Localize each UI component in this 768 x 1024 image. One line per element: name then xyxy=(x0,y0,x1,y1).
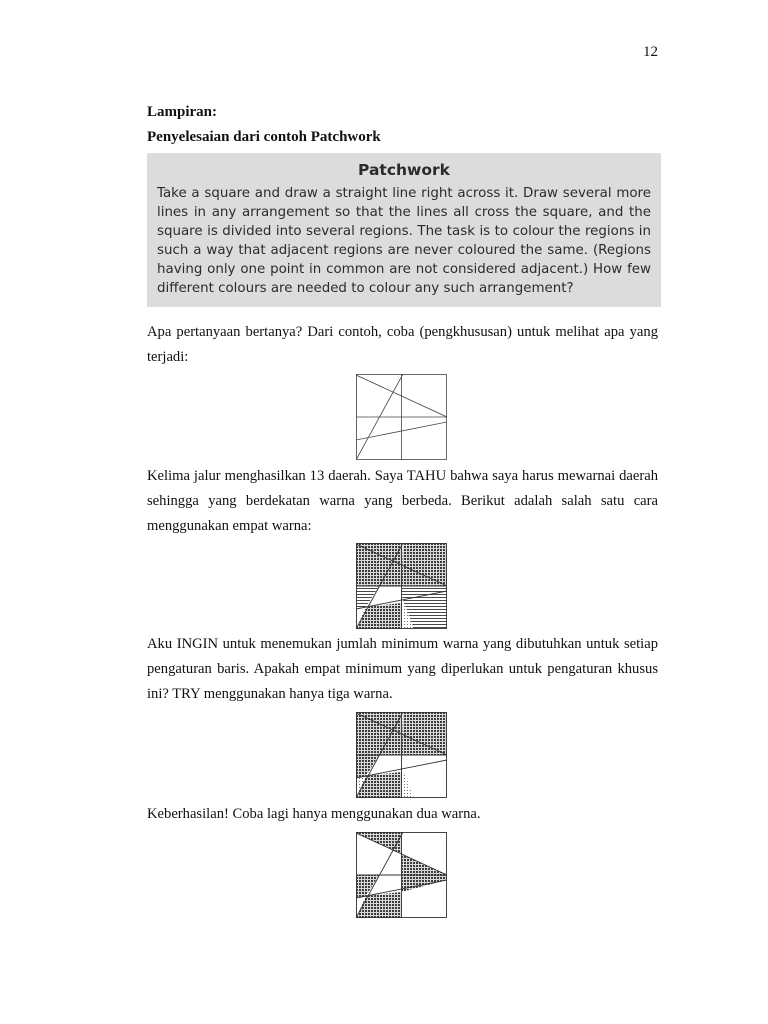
page-number: 12 xyxy=(643,44,658,60)
three-colour-pattern-icon xyxy=(356,712,447,798)
paragraph-two-colours: Keberhasilan! Coba lagi hanya menggunakan dua warna. xyxy=(147,806,481,822)
line-arrangement-figure xyxy=(356,374,447,460)
paragraph-question: Apa pertanyaan bertanya? Dari contoh, coba (pengkhususan) untuk melihat apa yang terjadi: xyxy=(147,324,658,365)
patchwork-problem-box xyxy=(147,153,661,307)
three-colour-figure xyxy=(356,712,447,798)
paragraph-three-colours: Aku INGIN untuk menemukan jumlah minimum warna yang dibutuhkan untuk setiap pengaturan baris. Apakah empat minimum yang diperlukan untuk pengaturan khusus ini? TRY menggunakan hanya tiga warna. xyxy=(147,636,658,702)
problem-title: Patchwork xyxy=(358,161,450,179)
four-colour-pattern-icon xyxy=(356,543,447,629)
problem-text: Take a square and draw a straight line right across it. Draw several more lines in any arrangement so that the lines all cross the square, and the square is divided into several regions. The task is to colour the regions in such a way that adjacent regions are never coloured the same. (Regions having only one point in common are not considered adjacent.) How few different colours are needed to colour any such arrangement? xyxy=(157,186,651,297)
paragraph-four-colours: Kelima jalur menghasilkan 13 daerah. Saya TAHU bahwa saya harus mewarnai daerah sehingga yang berdekatan warna yang berbeda. Berikut adalah salah satu cara menggunakan empat warna: xyxy=(147,468,658,534)
appendix-heading: Lampiran: xyxy=(147,104,218,120)
four-colour-figure xyxy=(356,543,447,629)
line-arrangement-icon xyxy=(356,374,447,460)
two-colour-figure xyxy=(356,832,447,918)
two-colour-pattern-icon xyxy=(356,832,447,918)
section-subheading: Penyelesaian dari contoh Patchwork xyxy=(147,129,381,145)
